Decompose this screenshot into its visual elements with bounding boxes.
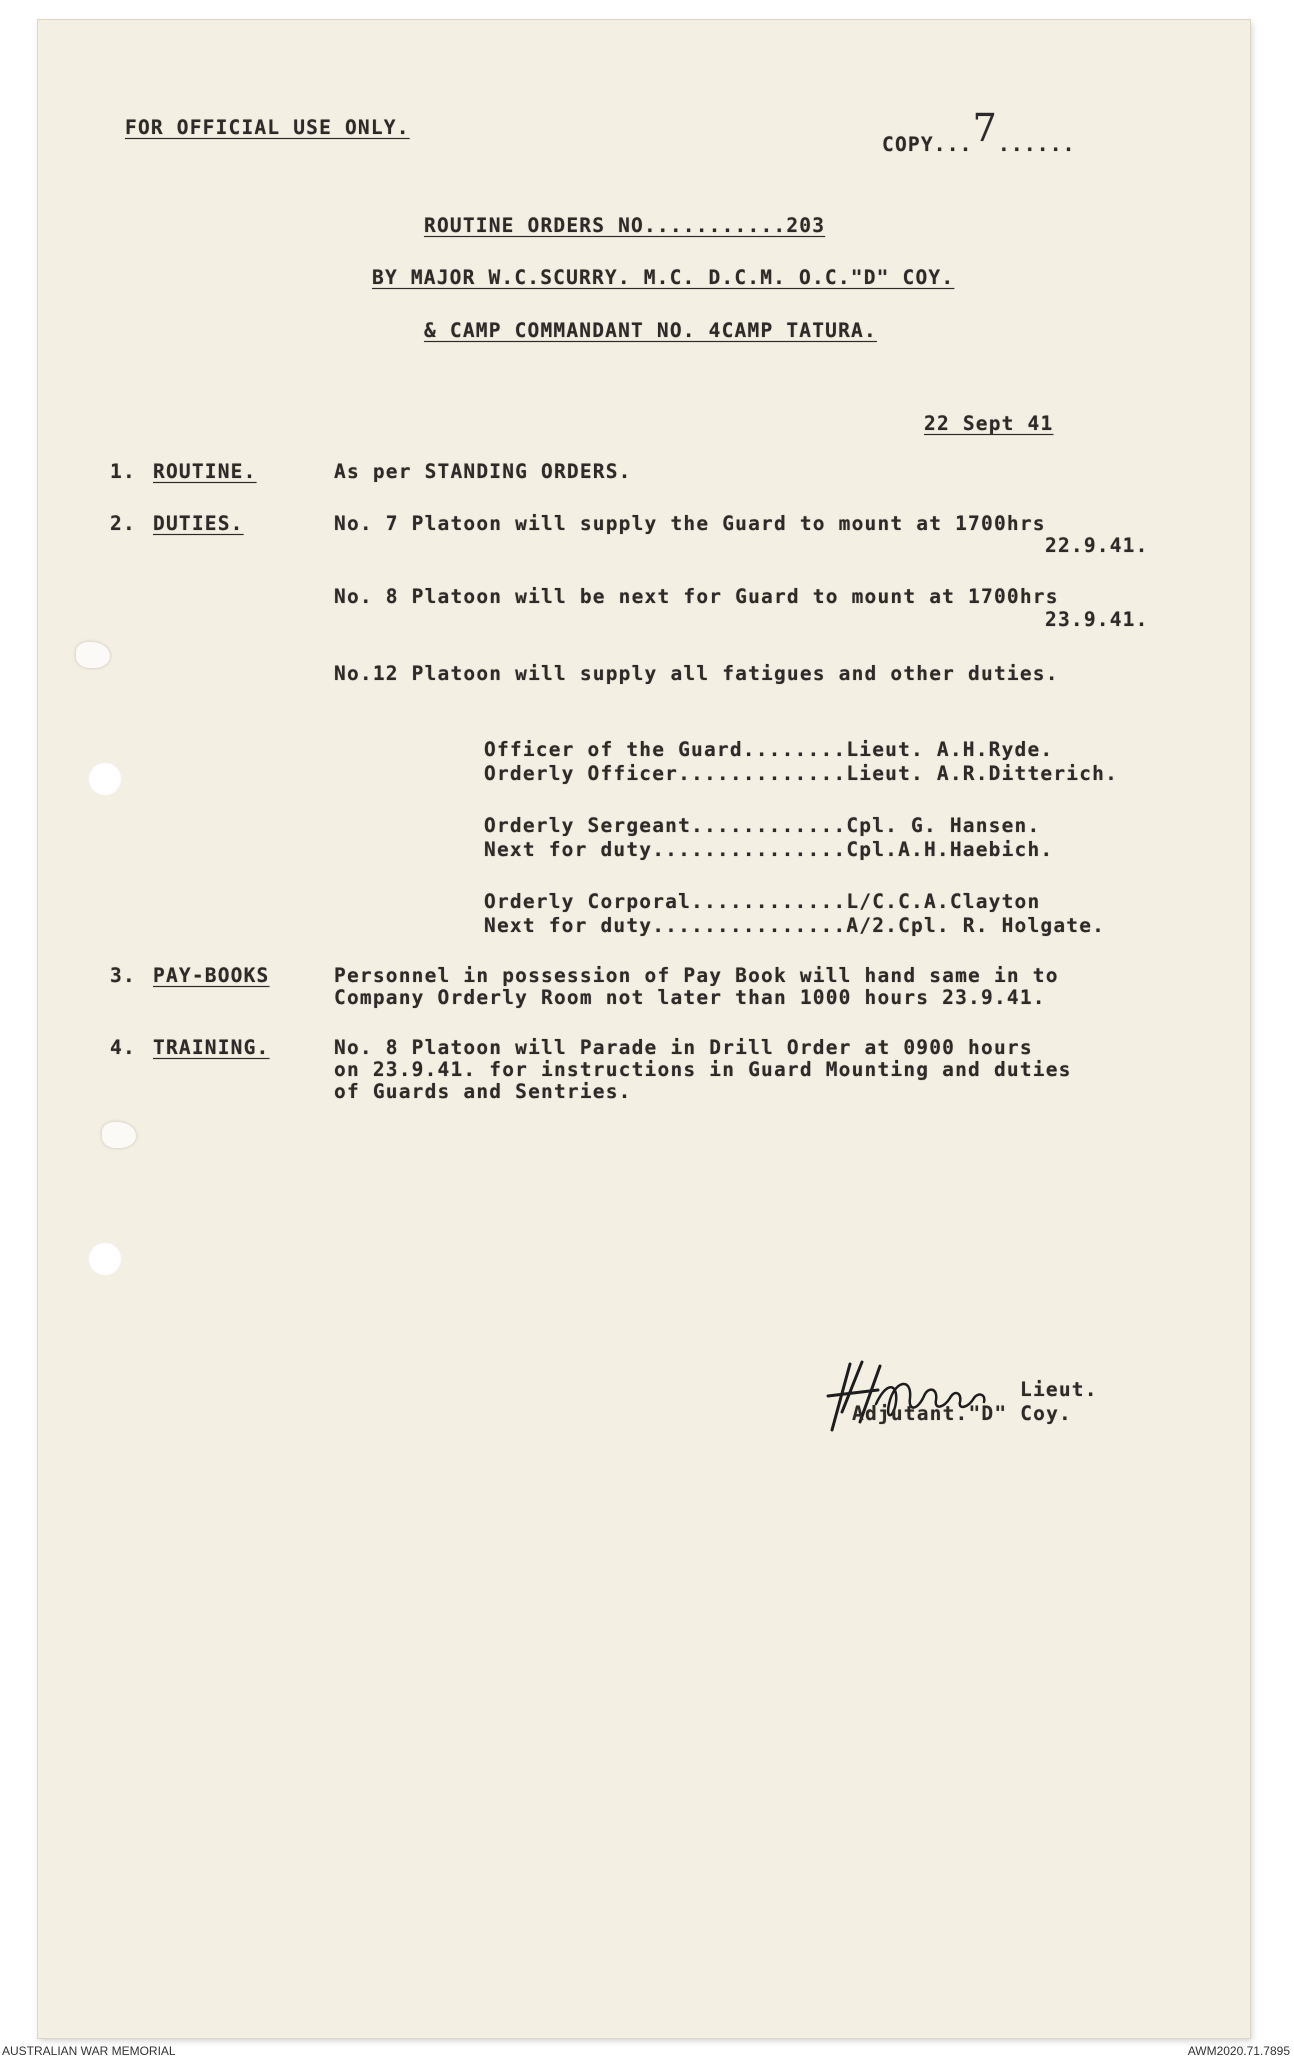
roster-next-corporal: Next for duty...............A/2.Cpl. R. Holgate. (484, 914, 1106, 937)
item-4-line-2: on 23.9.41. for instructions in Guard Mounting and duties (334, 1058, 1072, 1081)
punch-hole-bottom (88, 1242, 122, 1276)
item-3-number: 3. (110, 964, 136, 987)
classification-label: FOR OFFICIAL USE ONLY. (125, 116, 410, 139)
item-3-line-1: Personnel in possession of Pay Book will hand same in to (334, 964, 1059, 987)
footer-source: AUSTRALIAN WAR MEMORIAL (2, 2044, 176, 2058)
order-date: 22 Sept 41 (924, 412, 1054, 435)
torn-ring-top (76, 642, 110, 668)
title-line-3: & CAMP COMMANDANT NO. 4CAMP TATURA. (424, 319, 877, 342)
copy-number: 7 (972, 106, 998, 150)
item-1-text: As per STANDING ORDERS. (334, 460, 632, 483)
roster-officer-of-guard: Officer of the Guard........Lieut. A.H.Ryde. (484, 738, 1054, 761)
item-2-line-2: 22.9.41. (1045, 534, 1149, 557)
copy-label (882, 106, 1076, 160)
item-2-line-3: No. 8 Platoon will be next for Guard to mount at 1700hrs (334, 585, 1059, 608)
item-2-line-1: No. 7 Platoon will supply the Guard to mount at 1700hrs (334, 512, 1046, 535)
item-4-heading: TRAINING. (153, 1036, 270, 1059)
item-4-number: 4. (110, 1036, 136, 1059)
title-line-2: BY MAJOR W.C.SCURRY. M.C. D.C.M. O.C."D" COY. (372, 266, 955, 289)
roster-orderly-corporal: Orderly Corporal............L/C.C.A.Clayton (484, 890, 1041, 913)
torn-ring-bottom (102, 1122, 136, 1148)
signoff-title: Adjutant."D" Coy. (852, 1402, 1072, 1425)
item-4-line-1: No. 8 Platoon will Parade in Drill Order at 0900 hours (334, 1036, 1033, 1059)
roster-next-sergeant: Next for duty...............Cpl.A.H.Haebich. (484, 838, 1054, 861)
item-1-number: 1. (110, 460, 136, 483)
handwritten-signature (820, 1352, 1020, 1442)
roster-orderly-sergeant: Orderly Sergeant............Cpl. G. Hansen. (484, 814, 1041, 837)
copy-prefix: COPY... (882, 133, 973, 156)
title-line-1: ROUTINE ORDERS NO...........203 (424, 214, 826, 237)
item-2-line-4: 23.9.41. (1045, 608, 1149, 631)
item-2-number: 2. (110, 512, 136, 535)
signoff-rank: Lieut. (1020, 1378, 1098, 1401)
footer-accession: AWM2020.71.7895 (1187, 2044, 1290, 2058)
punch-hole-top (88, 762, 122, 796)
item-4-line-3: of Guards and Sentries. (334, 1080, 632, 1103)
item-2-heading: DUTIES. (153, 512, 244, 535)
copy-suffix: ...... (997, 133, 1076, 156)
item-3-line-2: Company Orderly Room not later than 1000 hours 23.9.41. (334, 986, 1046, 1009)
item-2-line-5: No.12 Platoon will supply all fatigues and other duties. (334, 662, 1059, 685)
roster-orderly-officer: Orderly Officer.............Lieut. A.R.Ditterich. (484, 762, 1119, 785)
item-1-heading: ROUTINE. (153, 460, 257, 483)
item-3-heading: PAY-BOOKS (153, 964, 270, 987)
